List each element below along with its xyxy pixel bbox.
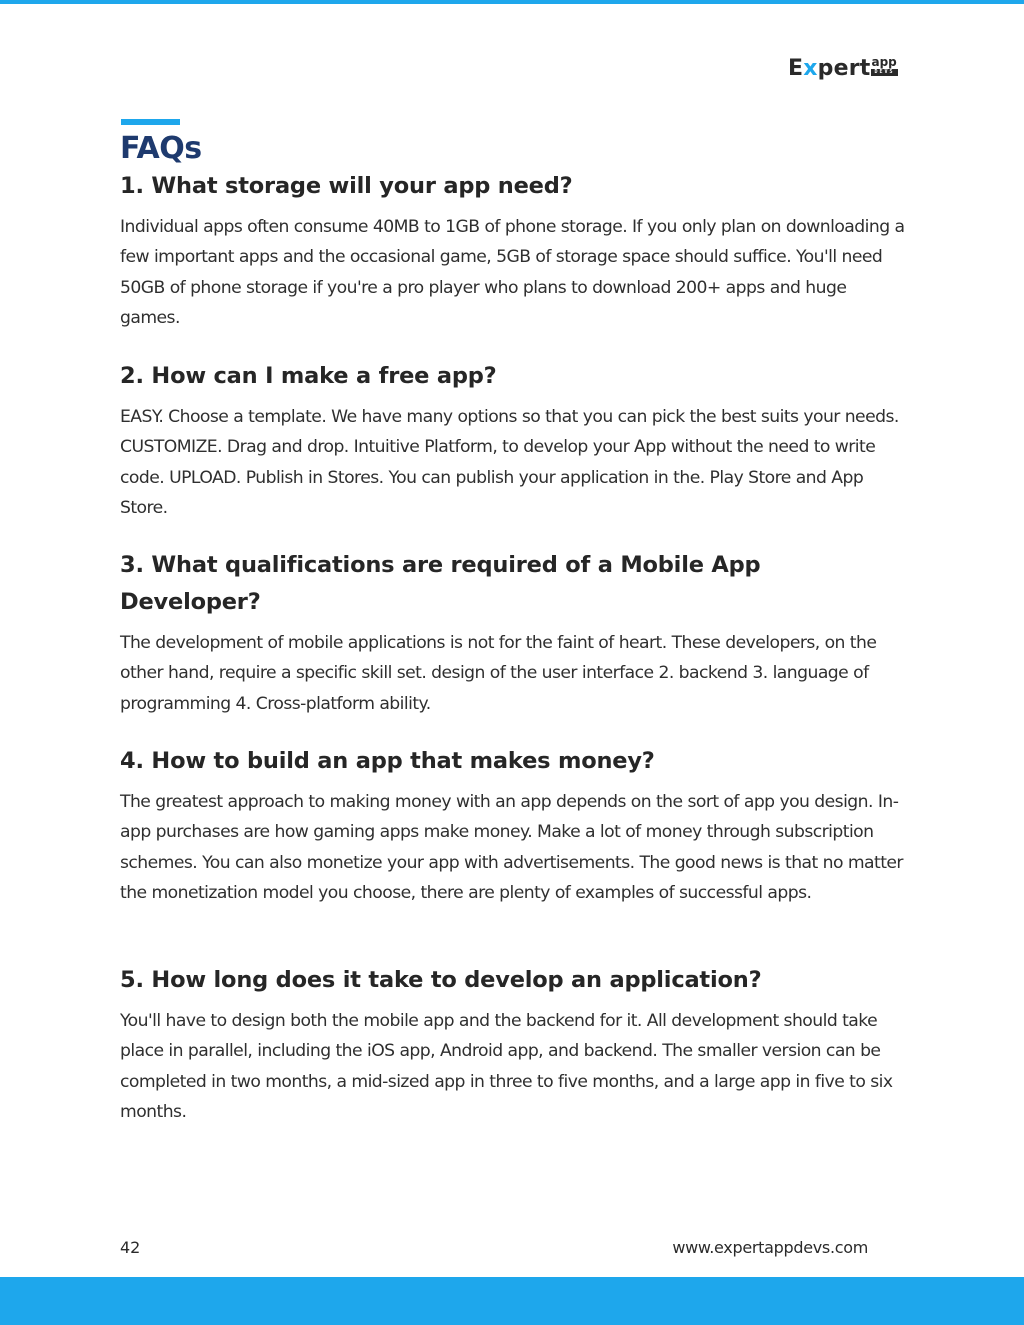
- faq-answer: The greatest approach to making money with an app depends on the sort of app you design. In-app purchases are how gaming apps make money. Make a lot of money through subscription schemes. You can also monetize your app with advertisements. The good news is that no matter the monetization model you choose, there are plenty of examples of successful apps.: [120, 792, 903, 903]
- title-accent-line: [121, 119, 180, 125]
- faq-answer: You'll have to design both the mobile app and the backend for it. All development should take place in parallel, including the iOS app, Android app, and backend. The smaller version can be completed in two months, a mid-sized app in three to five months, and a large app in five to six months.: [120, 1011, 893, 1122]
- faq-question: 5. How long does it take to develop an application?: [120, 967, 762, 993]
- website-url: www.expertappdevs.com: [672, 1238, 868, 1257]
- logo-wordmark: [788, 54, 870, 84]
- faq-item-1: [120, 168, 910, 333]
- faq-answer: EASY. Choose a template. We have many options so that you can pick the best suits your needs. CUSTOMIZE. Drag and drop. Intuitive Platform, to develop your App without the need to write code. UPLOAD. Publish in Stores. You can publish your application in the. Play Store and App Store.: [120, 407, 899, 518]
- page-number: 42: [120, 1238, 141, 1257]
- logo-appdevs: [871, 56, 897, 76]
- faq-question: 2. How can I make a free app?: [120, 363, 497, 389]
- faq-item-4: [120, 743, 910, 908]
- logo-devs-text: DEVS: [871, 69, 897, 76]
- bottom-accent-bar: [0, 1277, 1024, 1325]
- faq-item-5: [120, 962, 910, 1127]
- logo-letter-e: E: [788, 56, 804, 81]
- faq-item-3: [120, 547, 877, 719]
- faq-item-2: [120, 358, 910, 523]
- logo-letter-x: x: [803, 56, 818, 81]
- faq-question: 3. What qualifications are required of a Mobile App Developer?: [120, 552, 761, 615]
- logo-app-text: app: [871, 55, 897, 69]
- faq-question: 4. How to build an app that makes money?: [120, 748, 655, 774]
- expertappdevs-logo: [788, 54, 898, 84]
- faq-answer: The development of mobile applications is not for the faint of heart. These developers, on the other hand, require a specific skill set. design of the user interface 2. backend 3. language of programming 4. Cross-platform ability.: [120, 633, 877, 714]
- page-title: FAQs: [120, 131, 202, 166]
- logo-letters-pert: pert: [817, 56, 871, 81]
- faq-question: 1. What storage will your app need?: [120, 173, 573, 199]
- top-accent-bar: [0, 0, 1024, 4]
- faq-answer: Individual apps often consume 40MB to 1GB of phone storage. If you only plan on downloading a few important apps and the occasional game, 5GB of storage space should suffice. You'll need 50GB of phone storage if you're a pro player who plans to download 200+ apps and huge games.: [120, 217, 905, 328]
